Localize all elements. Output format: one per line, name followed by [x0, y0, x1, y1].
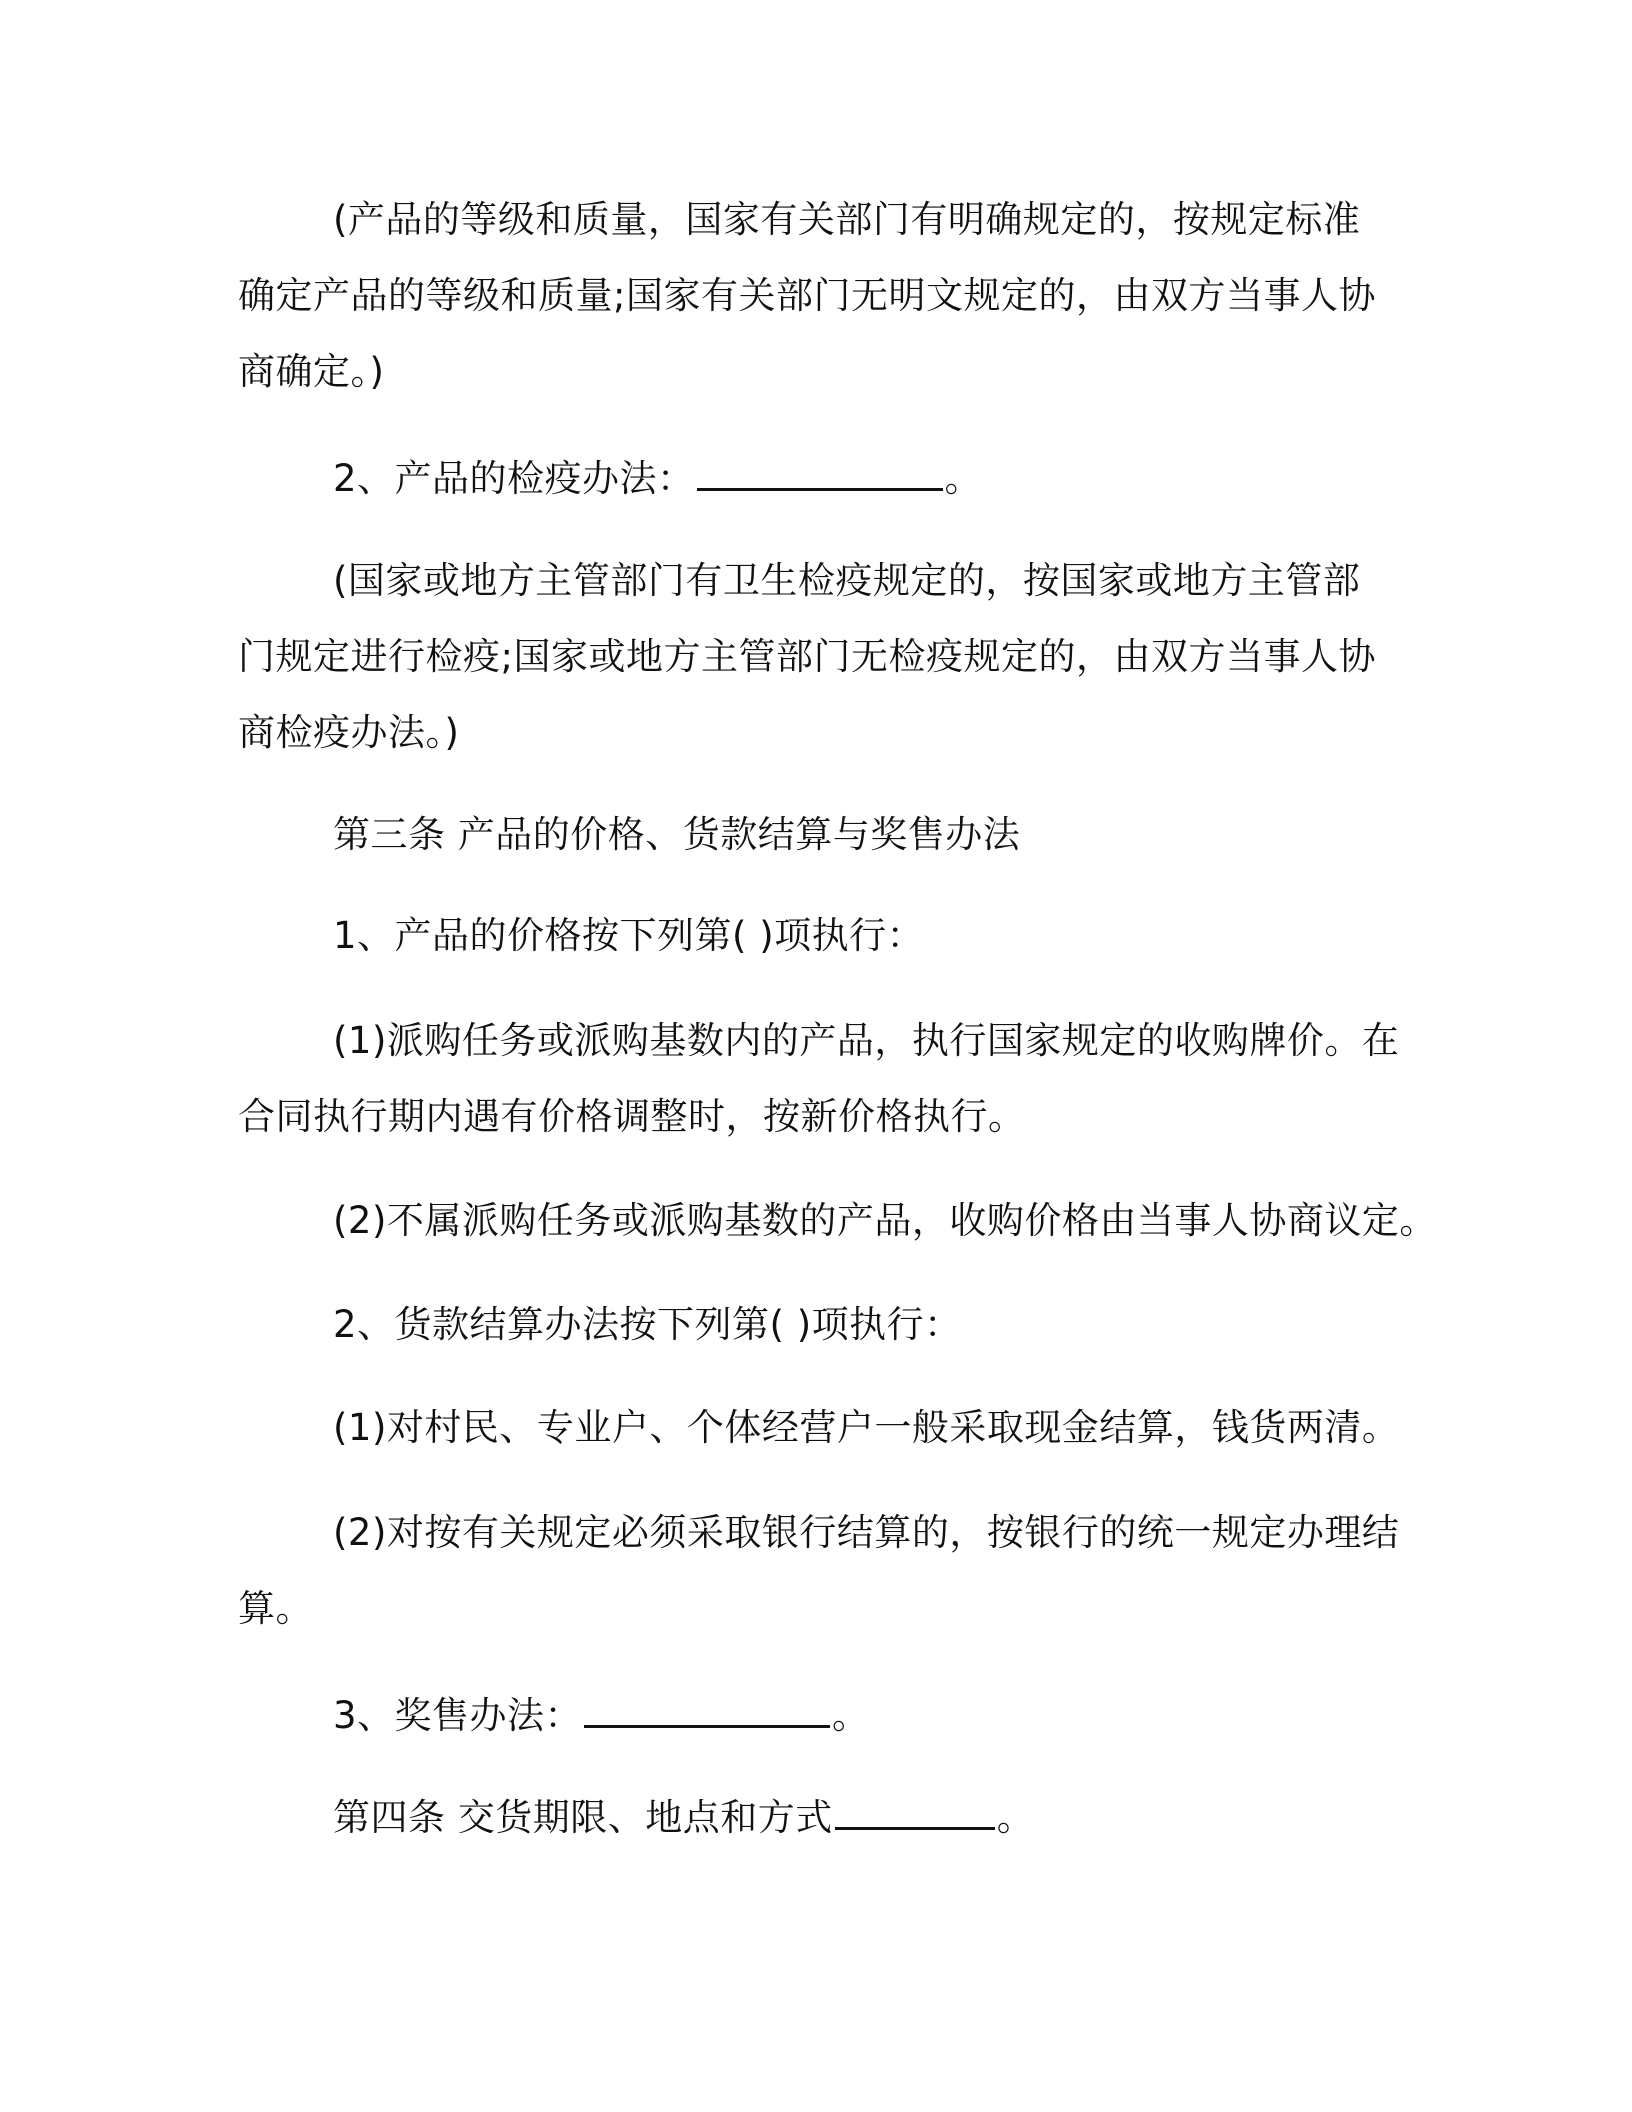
paragraph-line: 1、产品的价格按下列第( )项执行：	[333, 914, 925, 957]
fill-in-blank[interactable]	[697, 452, 943, 491]
paragraph-line-with-blank	[333, 452, 982, 503]
paragraph-text: 。	[832, 1694, 870, 1737]
paragraph-line: 商检疫办法。)	[238, 711, 460, 754]
paragraph-line: 合同执行期内遇有价格调整时，按新价格执行。	[238, 1095, 1026, 1138]
paragraph-line-with-blank	[333, 1689, 870, 1740]
paragraph-line: (产品的等级和质量，国家有关部门有明确规定的，按规定标准	[333, 198, 1361, 241]
fill-in-blank[interactable]	[584, 1689, 830, 1728]
paragraph-text: 。	[944, 457, 983, 500]
paragraph-line: 确定产品的等级和质量;国家有关部门无明文规定的，由双方当事人协	[238, 274, 1376, 317]
paragraph-line: 2、货款结算办法按下列第( )项执行：	[333, 1303, 962, 1346]
paragraph-line: 商确定。)	[238, 350, 385, 393]
section-heading-with-blank	[333, 1791, 1034, 1842]
paragraph-text: 第四条 交货期限、地点和方式	[333, 1796, 833, 1839]
paragraph-text: 3、奖售办法：	[333, 1694, 583, 1737]
section-heading: 第三条 产品的价格、货款结算与奖售办法	[333, 813, 1021, 856]
paragraph-line: (2)不属派购任务或派购基数的产品，收购价格由当事人协商议定。	[333, 1199, 1437, 1242]
paragraph-line: (1)派购任务或派购基数内的产品，执行国家规定的收购牌价。在	[333, 1019, 1400, 1062]
paragraph-line: (2)对按有关规定必须采取银行结算的，按银行的统一规定办理结	[333, 1511, 1400, 1554]
paragraph-line: 门规定进行检疫;国家或地方主管部门无检疫规定的，由双方当事人协	[238, 635, 1376, 678]
paragraph-line: (国家或地方主管部门有卫生检疫规定的，按国家或地方主管部	[333, 559, 1361, 602]
fill-in-blank[interactable]	[835, 1791, 995, 1830]
paragraph-line: 算。	[238, 1587, 313, 1630]
paragraph-text: 。	[996, 1796, 1035, 1839]
paragraph-text: 2、产品的检疫办法：	[333, 457, 695, 500]
paragraph-line: (1)对村民、专业户、个体经营户一般采取现金结算，钱货两清。	[333, 1406, 1400, 1449]
